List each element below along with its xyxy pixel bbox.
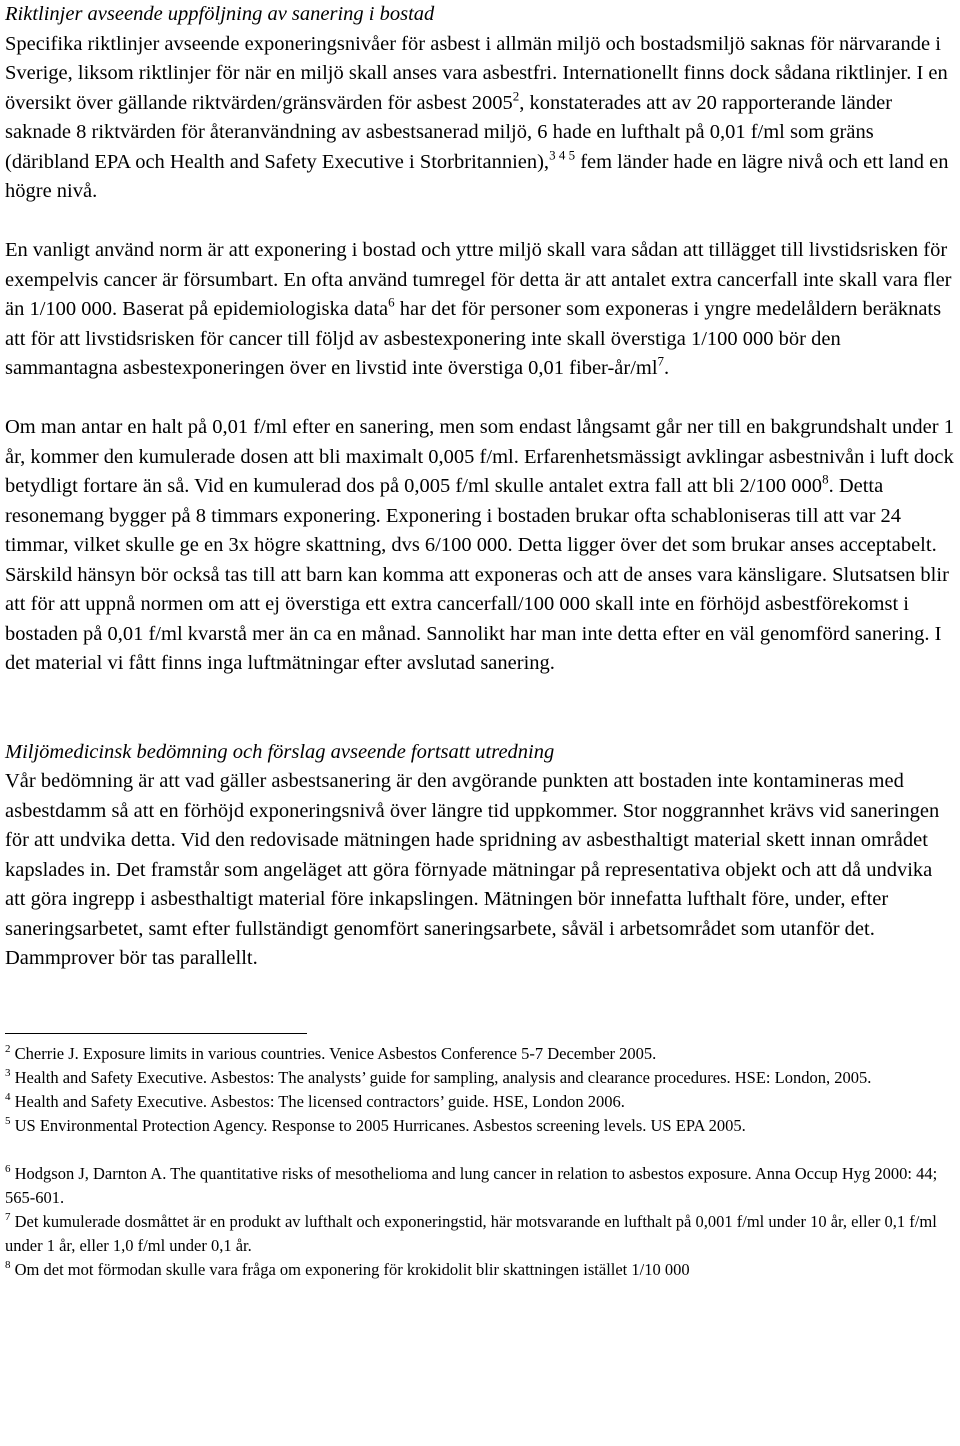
- paragraph-spacer: [5, 974, 955, 1004]
- paragraph-text: . Detta resonemang bygger på 8 timmars exponering. Exponering i bostaden brukar ofta schabloniseras till att var 24 timmar, vilket skulle ge en 3x högre skattning, dvs 6/100 000. Detta ligger över det som brukar anses acceptabelt. Särskild hänsyn bör också tas till att barn kan komma att exponeras och att de anses vara känsligare. Slutsatsen blir att för att uppnå normen om att ej överstiga ett extra cancerfall/100 000 skall inte en förhöjd asbestförekomst i bostaden på 0,01 f/ml kvarstå mer än ca en månad. Sannolikt har man inte detta efter en väl genomförd sanering. I det material vi fått finns inga luftmätningar efter avslutad sanering.: [5, 475, 949, 674]
- footnote-text: Hodgson J, Darnton A. The quantitative risks of mesothelioma and lung cancer in relation to asbestos exposure. Anna Occup Hyg 2000: 44; 565-601.: [5, 1163, 938, 1207]
- paragraph-spacer: [5, 708, 955, 738]
- section-heading-assessment: Miljömedicinsk bedömning och förslag avseende fortsatt utredning: [5, 740, 555, 763]
- paragraph-assessment: Vår bedömning är att vad gäller asbestsanering är den avgörande punkten att bostaden inte kontamineras med asbestdamm så att en förhöjd exponeringsnivå över längre tid uppkommer. Stor noggrannhet krävs vid saneringen för att undvika detta. Vid den redovisade mätningen hade spridning av asbesthaltigt material skett innan området kapslades in. Det framstår som angeläget att göra förnyade mätningar på representativa objekt och att då undvika att göra ingrepp i asbesthaltigt material före inkapslingen. Mätningen bör innefatta lufthalt före, under, efter saneringsarbetet, samt efter fullständigt genomfört saneringsarbete, såväl i arbetsområdet som utanför det. Dammprover bör tas parallellt.: [5, 770, 940, 969]
- paragraph-risk-norm: [5, 236, 955, 384]
- footnote-number: 3: [5, 1066, 11, 1079]
- document-page: [5, 0, 955, 1282]
- paragraph-text: , konstaterades att av 20 rapporterande länder saknade 8 riktvärden för återanvändning av asbestsanerad miljö, 6 hade en lufthalt på 0,01 f/ml som gräns (däribland EPA och Health and Safety Executive i Storbritannien),: [5, 91, 893, 173]
- footnote-number: 7: [5, 1210, 11, 1223]
- paragraph-spacer: [5, 679, 955, 709]
- reference-superscript: 8: [822, 471, 829, 487]
- footnote-list: [5, 1042, 955, 1282]
- footnote-number: 8: [5, 1258, 11, 1271]
- reference-superscript: 7: [657, 353, 665, 369]
- paragraph-spacer: [5, 1003, 955, 1033]
- paragraph-text: Om man antar en halt på 0,01 f/ml efter en sanering, men som endast långsamt går ner till en bakgrundshalt under 1 år, kommer den kumulerade dosen att bli maximalt 0,005 f/ml. Erfarenhetsmässigt avklingar asbestnivån i luft dock betydligt fortare än så. Vid en kumulerad dos på 0,005 f/ml skulle antalet extra fall att bli 2/100 000: [5, 416, 954, 497]
- paragraph-text: Specifika riktlinjer avseende exponeringsnivåer för asbest i allmän miljö och bostadsmiljö saknas för närvarande i Sverige, liksom riktlinjer för när en miljö skall anses vara asbestfri. Internationellt finns dock sådana riktlinjer. I en översikt över gällande riktvärden/gränsvärden för asbest 2005: [5, 32, 948, 114]
- paragraph-guidelines-overview: [5, 30, 955, 207]
- footnote-text: Det kumulerade dosmåttet är en produkt av lufthalt och exponeringstid, här motsvarande en lufthalt på 0,001 f/ml under 10 år, eller 0,1 f/ml under 1 år, eller 1,0 f/ml under 0,1 år.: [5, 1211, 937, 1255]
- paragraph-text: har det för personer som exponeras i yngre medelåldern beräknats att för att livstidsrisken för cancer till följd av asbestexponering inte skall överstiga 1/100 000 bör den sammantagna asbestexponeringen över en livstid inte överstiga 0,01 fiber-år/ml: [5, 298, 942, 379]
- paragraph-spacer: [5, 207, 955, 237]
- section-heading-guidelines: Riktlinjer avseende uppföljning av sanering i bostad: [5, 3, 435, 25]
- footnote-text: Health and Safety Executive. Asbestos: The analysts’ guide for sampling, analysis and clearance procedures. HSE: London, 2005.: [10, 1067, 872, 1087]
- reference-superscript: 6: [388, 294, 395, 310]
- footnote: [5, 1114, 955, 1138]
- footnote-text: Om det mot förmodan skulle vara fråga om exponering för krokidolit blir skattningen istället 1/10 000: [10, 1259, 690, 1279]
- paragraph-text: fem länder hade en lägre nivå och ett land en högre nivå.: [5, 150, 949, 202]
- footnote: [5, 1042, 955, 1066]
- footnote: [5, 1066, 955, 1090]
- footnote: [5, 1210, 955, 1258]
- paragraph-spacer: [5, 384, 955, 414]
- reference-superscript: 3 4 5: [549, 147, 576, 163]
- paragraph-text: .: [664, 357, 670, 379]
- footnote: [5, 1162, 955, 1210]
- footnote: [5, 1258, 955, 1282]
- footnote-text: Health and Safety Executive. Asbestos: The licensed contractors’ guide. HSE, London 2006.: [10, 1091, 625, 1111]
- footnote-separator: [5, 1033, 307, 1034]
- footnote-number: 6: [5, 1162, 11, 1175]
- footnote-number: 2: [5, 1042, 11, 1055]
- paragraph-dose-estimate: [5, 413, 955, 679]
- footnote-text: US Environmental Protection Agency. Response to 2005 Hurricanes. Asbestos screening levels. US EPA 2005.: [10, 1115, 746, 1135]
- footnote: [5, 1090, 955, 1114]
- footnote-spacer: [5, 1138, 955, 1162]
- paragraph-text: En vanligt använd norm är att exponering i bostad och yttre miljö skall vara sådan att tillägget till livstidsrisken för exempelvis cancer är försumbart. En ofta använd tumregel för detta är att antalet extra cancerfall inte skall vara fler än 1/100 000. Baserat på epidemiologiska data: [5, 239, 952, 320]
- footnote-text: Cherrie J. Exposure limits in various countries. Venice Asbestos Conference 5-7 December 2005.: [10, 1043, 657, 1063]
- footnote-number: 5: [5, 1114, 11, 1127]
- reference-superscript: 2: [512, 88, 520, 104]
- footnote-number: 4: [5, 1090, 11, 1103]
